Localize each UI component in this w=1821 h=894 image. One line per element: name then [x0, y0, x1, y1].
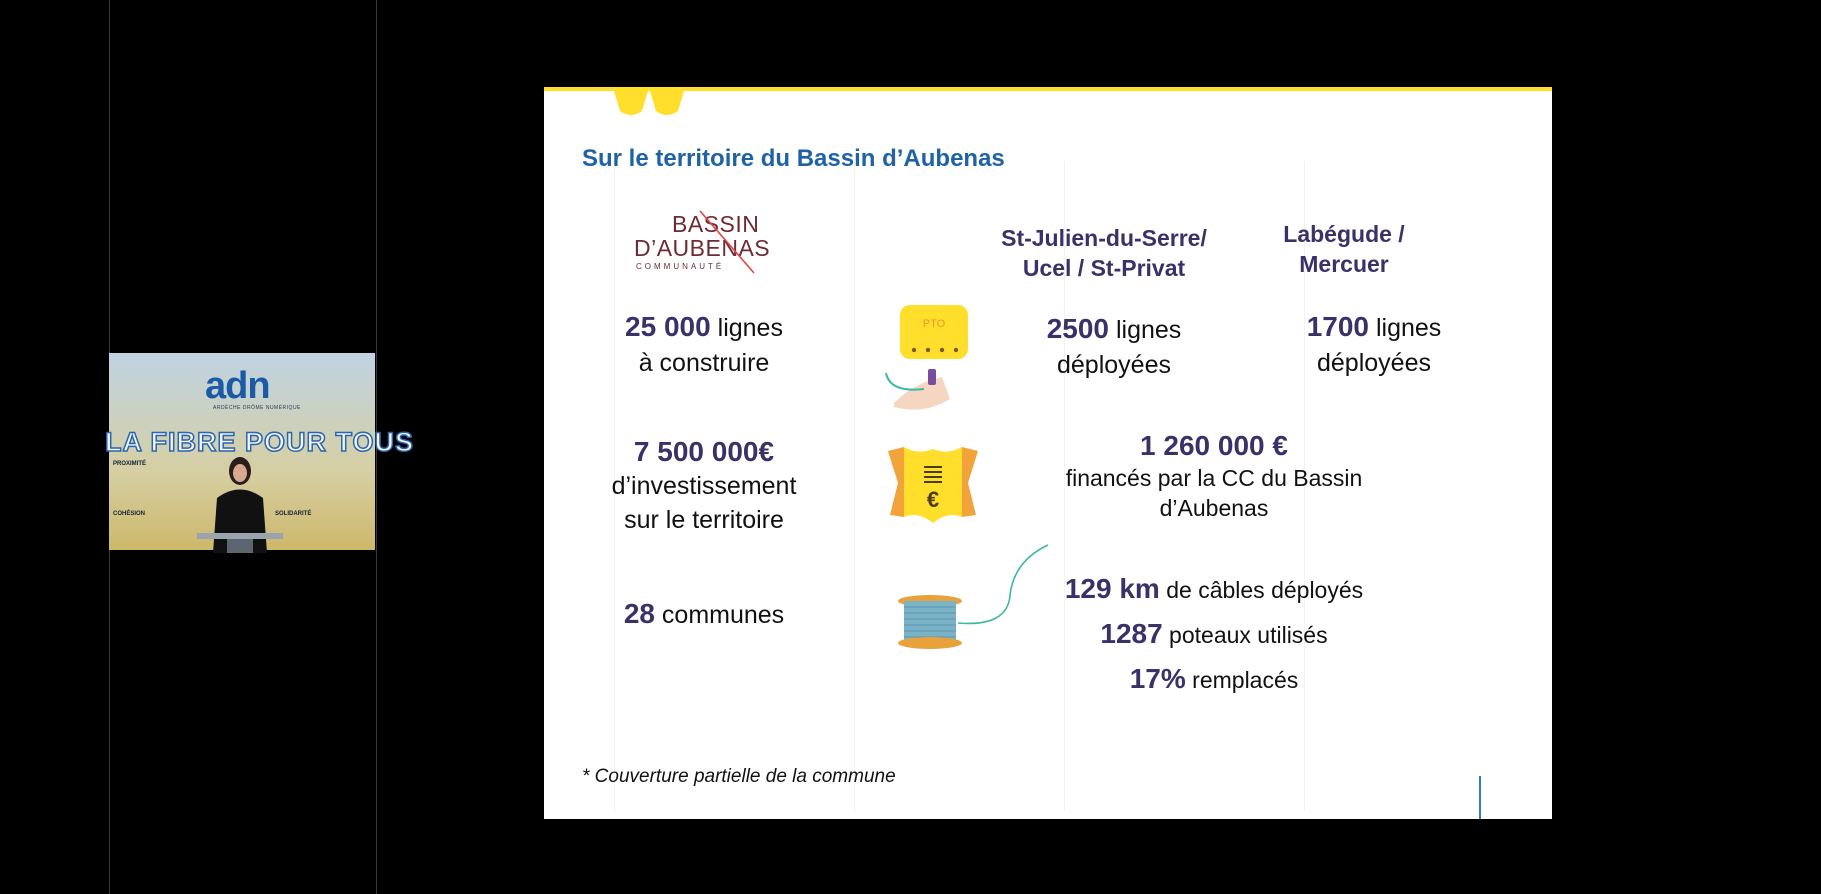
stat-number: 17% — [1129, 663, 1186, 694]
presentation-slide — [544, 87, 1552, 819]
stat-text: déployées — [1057, 351, 1171, 379]
stat-replaced — [1044, 657, 1384, 702]
stat-lines-to-build — [584, 309, 824, 381]
stat-text: d’investissement — [611, 472, 797, 500]
stat-investment — [584, 435, 824, 537]
stat-text: communes — [654, 601, 785, 629]
stat-text: sur le territoire — [624, 506, 784, 534]
stat-cc-financing — [1064, 429, 1364, 523]
stat-text: de câbles déployés — [1159, 577, 1364, 603]
video-caption-proximite: PROXIMITÉ — [113, 461, 147, 467]
logo-line-3: COMMUNAUTÉ — [636, 262, 725, 271]
stat-communes — [584, 597, 824, 632]
header-line: Mercuer — [1299, 251, 1389, 277]
stat-text: lignes — [1369, 314, 1442, 342]
stat-labegude-lines — [1284, 309, 1464, 381]
adn-logo-subtitle: ARDÈCHE DRÔME NUMÉRIQUE — [213, 405, 301, 411]
logo-line-2: D’AUBENAS — [634, 235, 771, 261]
slide-footnote: * Couverture partielle de la commune — [582, 766, 896, 787]
bassin-aubenas-logo — [634, 211, 774, 283]
logo-slash-mark — [634, 211, 774, 283]
cable-spool-icon — [898, 545, 1058, 655]
header-line: Labégude / — [1283, 221, 1405, 247]
logo-line-1: BASSIN — [672, 211, 760, 237]
stat-text: financés par la CC du Bassin — [1065, 465, 1363, 491]
stat-cable-km — [1044, 567, 1384, 612]
stat-number: 1287 — [1100, 618, 1163, 649]
stat-number: 7 500 000€ — [633, 436, 775, 467]
column-header-labegude — [1244, 219, 1444, 279]
euro-ticket-icon — [888, 447, 978, 523]
faint-column-line — [854, 161, 855, 811]
video-caption-cohesion: COHÉSION — [113, 511, 146, 517]
yellow-tabs-decoration — [614, 91, 704, 117]
stat-number: 129 km — [1064, 573, 1160, 604]
video-caption-solidarite: SOLIDARITÉ — [275, 511, 312, 517]
pto-label: PTO — [922, 318, 946, 330]
speaker-video[interactable] — [105, 353, 415, 550]
adn-logo: adn — [205, 365, 270, 407]
stat-text: lignes — [1109, 316, 1182, 344]
stat-number: 2500 — [1046, 313, 1110, 344]
stat-network-figures — [1044, 567, 1384, 702]
slide-blue-accent-line — [1479, 776, 1481, 819]
header-line: Ucel / St-Privat — [1022, 255, 1186, 281]
stat-poles — [1044, 612, 1384, 657]
header-line: St-Julien-du-Serre/ — [1001, 225, 1207, 251]
stat-text: lignes — [710, 314, 783, 342]
stat-number: 25 000 — [625, 311, 711, 342]
svg-text:€: € — [926, 487, 940, 512]
video-banner-text: LA FIBRE POUR TOUS — [105, 427, 415, 457]
stat-text: remplacés — [1185, 667, 1299, 693]
stat-text: d’Aubenas — [1159, 495, 1269, 521]
column-header-st-julien — [984, 223, 1224, 283]
stat-number: 1700 — [1306, 311, 1370, 342]
slide-title: Sur le territoire du Bassin d’Aubenas — [582, 145, 1005, 172]
stat-text: à construire — [638, 349, 770, 377]
pto-box-icon — [884, 303, 974, 415]
stat-number: 1 260 000 € — [1140, 430, 1288, 461]
stat-st-julien-lines — [1014, 311, 1214, 383]
stat-text: poteaux utilisés — [1162, 622, 1328, 648]
stat-number: 28 — [623, 598, 655, 629]
stat-text: déployées — [1317, 349, 1431, 377]
speaker-figure — [197, 453, 283, 553]
